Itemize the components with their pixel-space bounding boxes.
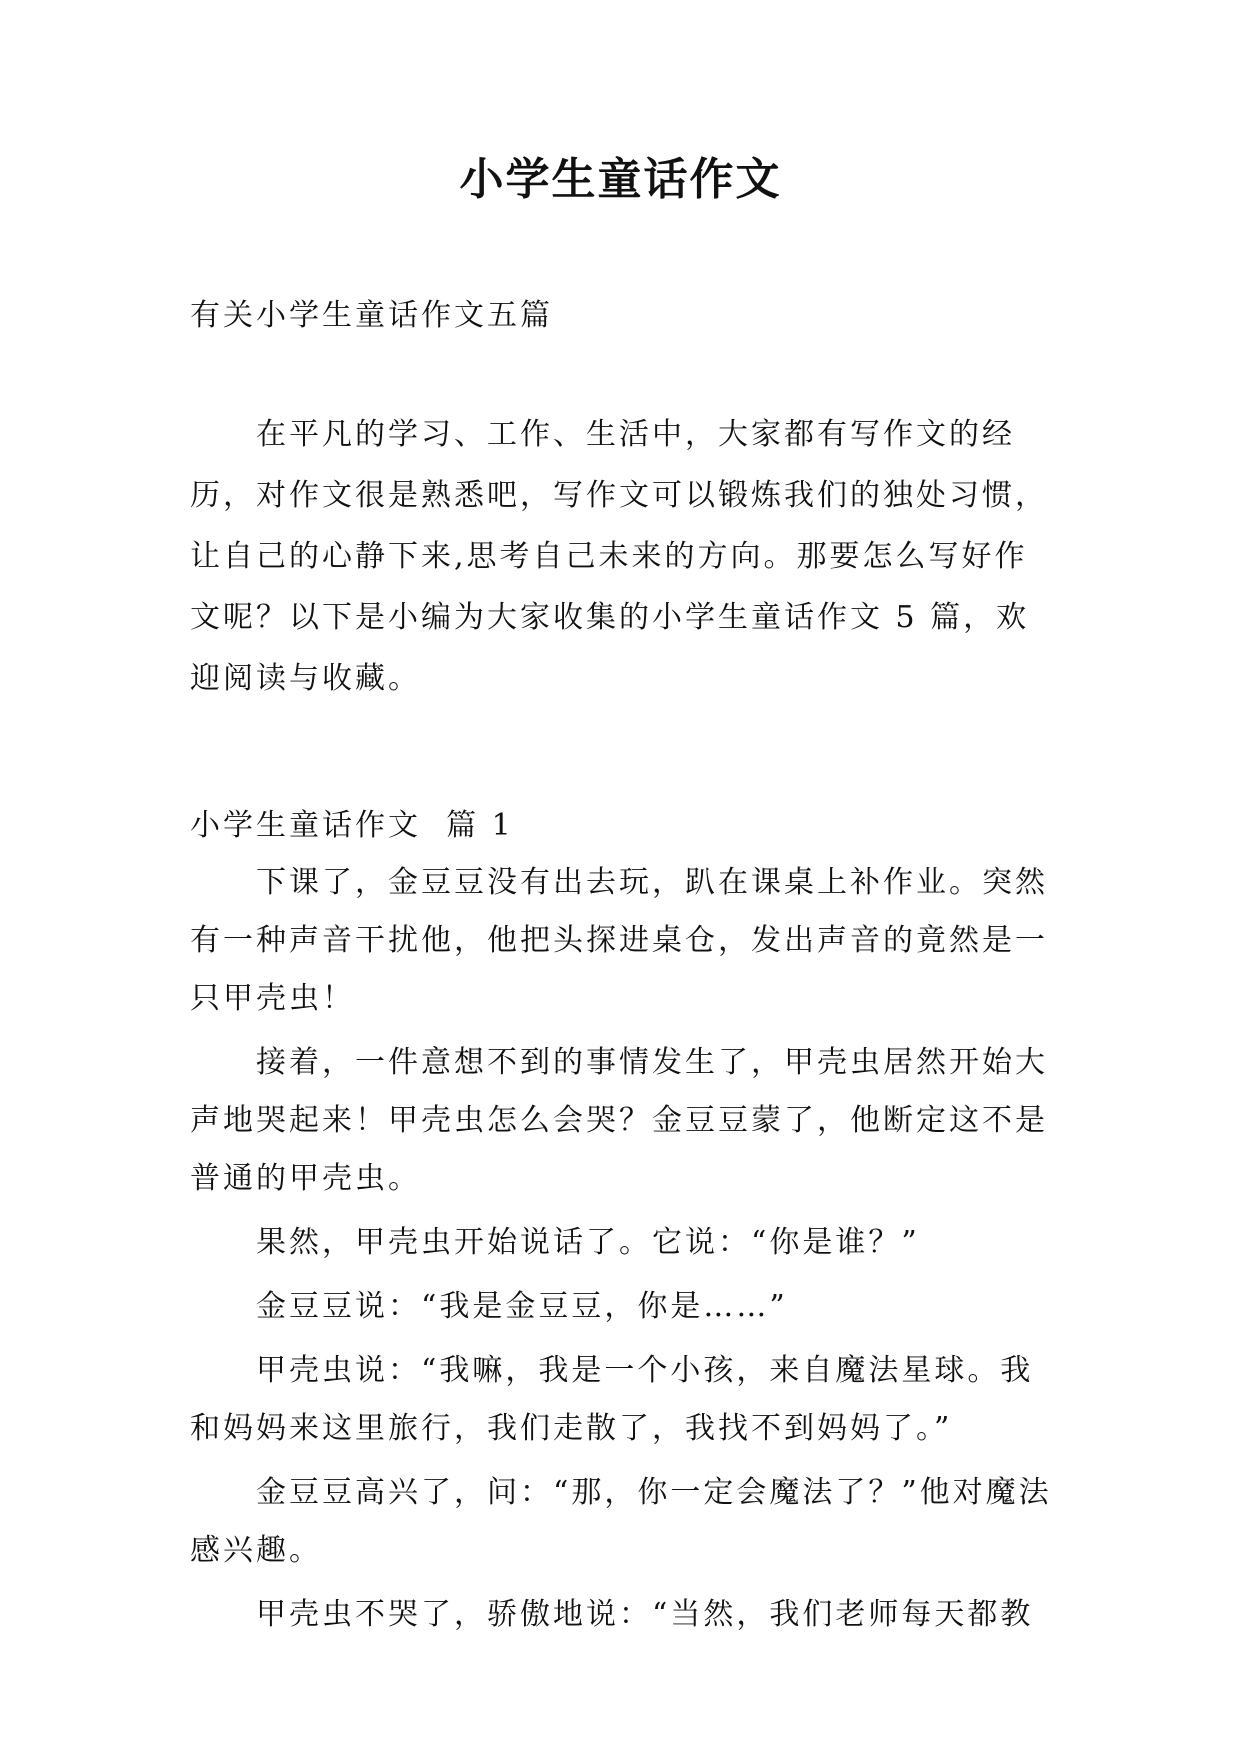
paragraph: 金豆豆说：“我是金豆豆，你是……” bbox=[256, 1289, 788, 1324]
essay-section bbox=[190, 800, 1056, 1650]
document-subtitle: 有关小学生童话作文五篇 bbox=[190, 298, 553, 333]
paragraph: 甲壳虫说：“我嘛，我是一个小孩，来自魔法星球。我和妈妈来这里旅行，我们走散了，我找不到妈妈了。” bbox=[190, 1353, 1034, 1446]
intro-paragraph: 在平凡的学习、工作、生活中，大家都有写作文的经历，对作文很是熟悉吧，写作文可以锻炼我们的独处习惯，让自己的心静下来,思考自己未来的方向。那要怎么写好作文呢？以下是小编为大家收集的小学生童话作文 5 篇，欢迎阅读与收藏。 bbox=[190, 417, 1048, 696]
paragraph: 甲壳虫不哭了，骄傲地说：“当然，我们老师每天都教 bbox=[256, 1597, 1034, 1632]
paragraph: 果然，甲壳虫开始说话了。它说：“你是谁？” bbox=[256, 1225, 920, 1260]
paragraph: 接着，一件意想不到的事情发生了，甲壳虫居然开始大声地哭起来！甲壳虫怎么会哭？金豆豆蒙了，他断定这不是普通的甲壳虫。 bbox=[190, 1045, 1048, 1196]
paragraph: 金豆豆高兴了，问：“那，你一定会魔法了？”他对魔法感兴趣。 bbox=[190, 1475, 1052, 1568]
section-heading: 小学生童话作文 篇 1 bbox=[190, 808, 514, 843]
document-title: 小学生童话作文 bbox=[459, 154, 782, 205]
paragraph: 下课了，金豆豆没有出去玩，趴在课桌上补作业。突然有一种声音干扰他，他把头探进桌仓，发出声音的竟然是一只甲壳虫！ bbox=[190, 865, 1048, 1016]
